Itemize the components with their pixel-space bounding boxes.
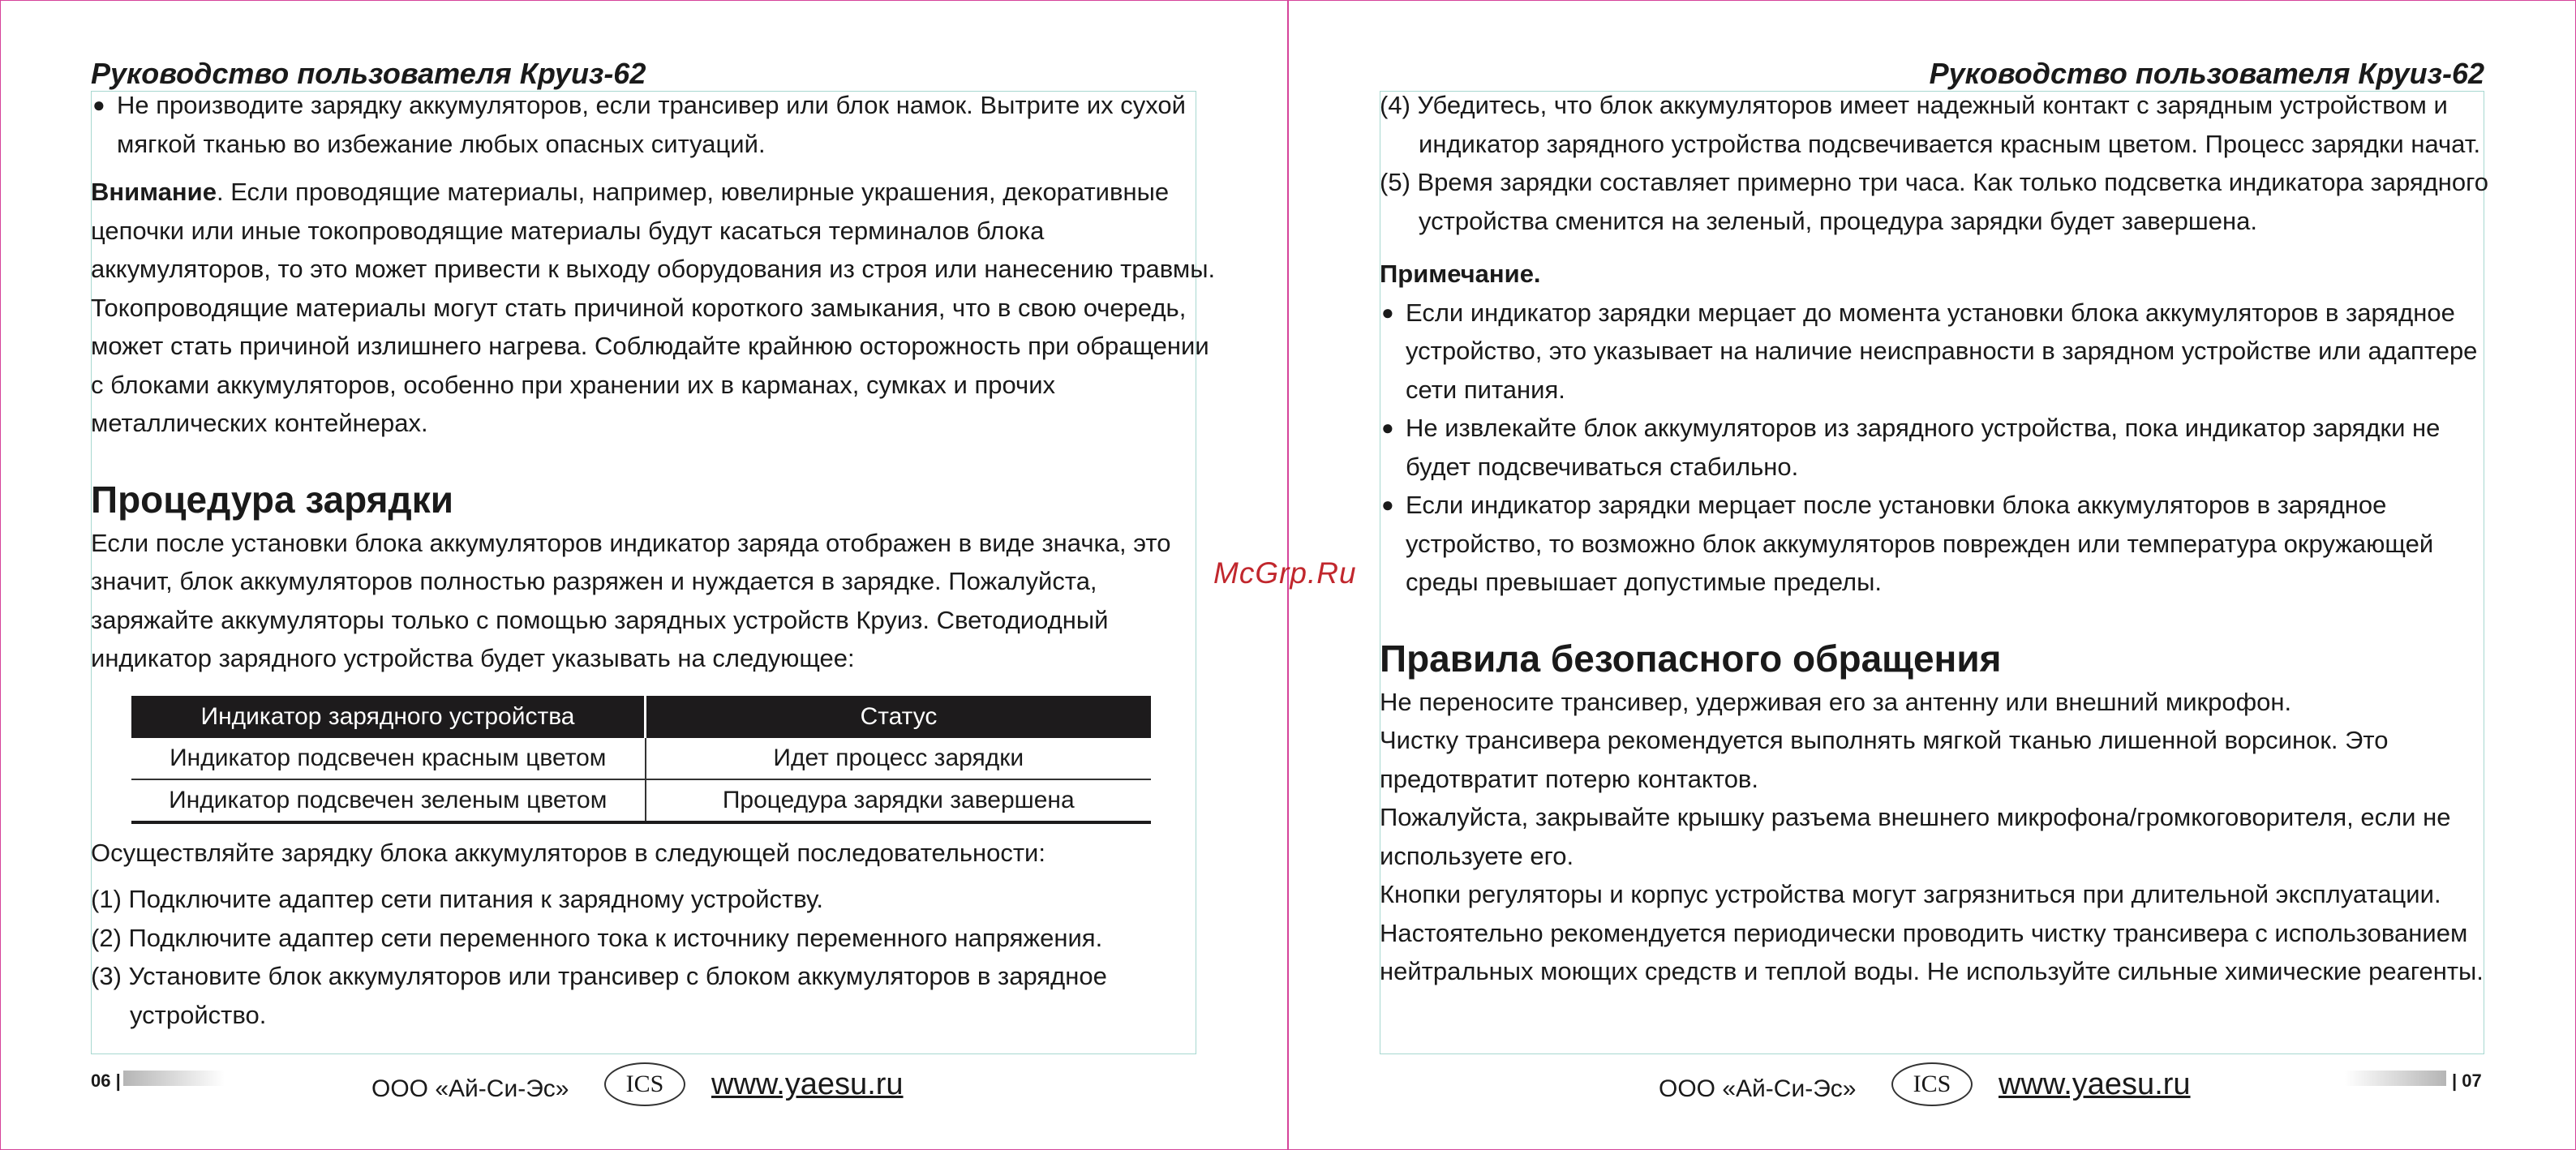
cell-indicator: Индикатор подсвечен зеленым цветом [131, 779, 646, 822]
website-link[interactable]: www.yaesu.ru [711, 1067, 904, 1101]
step-item: (2) Подключите адаптер сети переменного тока к источнику переменного напряжения. [91, 923, 1103, 952]
bullet-text: Не производите зарядку аккумуляторов, если трансивер или блок намок. Вытрите их сухой мягкой тканью во избежание любых опасных ситуаций. [117, 91, 1186, 158]
warning-label: Внимание [91, 178, 217, 206]
ics-logo: ICS [604, 1062, 685, 1106]
column-header-status: Статус [646, 696, 1152, 738]
page-header-title: Руководство пользователя Круиз-62 [1929, 57, 2484, 90]
cell-indicator: Индикатор подсвечен красным цветом [131, 738, 646, 779]
page-header-title: Руководство пользователя Круиз-62 [91, 57, 646, 90]
note-label: Примечание. [1380, 260, 1541, 288]
section-heading: Правила безопасного обращения [1380, 637, 2002, 680]
step-item: (4) Убедитесь, что блок аккумуляторов имеет надежный контакт с зарядным устройством и индикатор зарядного устройства подсвечивается красным цветом. Процесс зарядки начат. [1380, 91, 2481, 158]
website-link[interactable]: www.yaesu.ru [1999, 1067, 2191, 1101]
bullet-item: ● Не производите зарядку аккумуляторов, если трансивер или блок намок. Вытрите их сухой мягкой тканью во избежание любых опасных ситуаций. [92, 91, 1186, 158]
watermark: McGrp.Ru [1213, 556, 1357, 590]
warning-paragraph [91, 173, 1226, 443]
table-header-row [131, 696, 1151, 738]
column-header-indicator: Индикатор зарядного устройства [131, 696, 646, 738]
safety-paragraph: Не переносите трансивер, удерживая его за антенну или внешний микрофон. [1380, 687, 2292, 716]
note-item: ● Не извлекайте блок аккумуляторов из зарядного устройства, пока индикатор зарядки не будет подсвечиваться стабильно. [1381, 414, 2441, 481]
company-name: ООО «Ай-Си-Эс» [1659, 1075, 1857, 1102]
ics-logo: ICS [1891, 1062, 1973, 1106]
warning-text: . Если проводящие материалы, например, ювелирные украшения, декоративные цепочки или иные токопроводящие материалы будут касаться терминалов блока аккумуляторов, то это может привести к выходу оборудования из строя или нанесению травмы. Токопроводящие материалы могут стать причиной короткого замыкания, что в свою очередь, может стать причиной излишнего нагрева. Соблюдайте крайнюю осторожность при обращении с блоками аккумуляторов, особенно при хранении их в карманах, сумках и прочих металлических контейнерах. [91, 178, 1216, 437]
right-content [1380, 86, 2499, 991]
step-item: (1) Подключите адаптер сети питания к зарядному устройству. [91, 885, 824, 913]
note-text: Если индикатор зарядки мерцает после установки блока аккумуляторов в зарядное устройство, то возможно блок аккумуляторов поврежден или температура окружающей среды превышает допустимые пределы. [1406, 491, 2434, 596]
safety-paragraph: Пожалуйста, закрывайте крышку разъема внешнего микрофона/громкоговорителя, если не используете его. [1380, 803, 2451, 870]
table-row [131, 738, 1151, 779]
page-number: | 07 [2452, 1071, 2482, 1091]
note-text: Если индикатор зарядки мерцает до момента установки блока аккумуляторов в зарядное устройство, это указывает на наличие неисправности в зарядном устройстве или адаптере сети питания. [1406, 298, 2478, 404]
note-text: Не извлекайте блок аккумуляторов из зарядного устройства, пока индикатор зарядки не будет подсвечиваться стабильно. [1406, 414, 2441, 481]
sequence-intro: Осуществляйте зарядку блока аккумуляторов в следующей последовательности: [91, 838, 1045, 867]
page-gradient-bar [2345, 1071, 2446, 1086]
intro-paragraph: Если после установки блока аккумуляторов индикатор заряда отображен в виде значка, это значит, блок аккумуляторов полностью разряжен и нуждается в зарядке. Пожалуйста, заряжайте аккумуляторы только с помощью зарядных устройств Круиз. Светодиодный индикатор зарядного устройства будет указывать на следующее: [91, 528, 1171, 672]
note-item: ● Если индикатор зарядки мерцает после установки блока аккумуляторов в зарядное устройство, то возможно блок аккумуляторов поврежден или температура окружающей среды превышает допустимые пределы. [1381, 491, 2434, 596]
note-item: ● Если индикатор зарядки мерцает до момента установки блока аккумуляторов в зарядное устройство, это указывает на наличие неисправности в зарядном устройстве или адаптере сети питания. [1381, 298, 2478, 404]
safety-paragraph: Кнопки регуляторы и корпус устройства могут загрязниться при длительной эксплуатации. Настоятельно рекомендуется периодически проводить чистку трансивера с использованием нейтральных моющих средств и теплой воды. Не используйте сильные химические реагенты. [1380, 880, 2484, 985]
section-heading: Процедура зарядки [91, 478, 453, 521]
status-table [131, 696, 1151, 824]
table-row [131, 779, 1151, 822]
company-name: ООО «Ай-Си-Эс» [371, 1075, 569, 1102]
right-page [1289, 0, 2576, 1150]
page-number: 06 | [91, 1071, 121, 1091]
left-content [91, 86, 1226, 1034]
step-item: (5) Время зарядки составляет примерно три часа. Как только подсветка индикатора зарядного устройства сменится на зеленый, процедура зарядки будет завершена. [1380, 168, 2488, 235]
safety-paragraph: Чистку трансивера рекомендуется выполнять мягкой тканью лишенной ворсинок. Это предотвратит потерю контактов. [1380, 726, 2389, 793]
left-page [0, 0, 1287, 1150]
step-item: (3) Установите блок аккумуляторов или трансивер с блоком аккумуляторов в зарядное устройство. [91, 962, 1107, 1029]
cell-status: Процедура зарядки завершена [646, 779, 1152, 822]
cell-status: Идет процесс зарядки [646, 738, 1152, 779]
page-gradient-bar [123, 1071, 225, 1086]
